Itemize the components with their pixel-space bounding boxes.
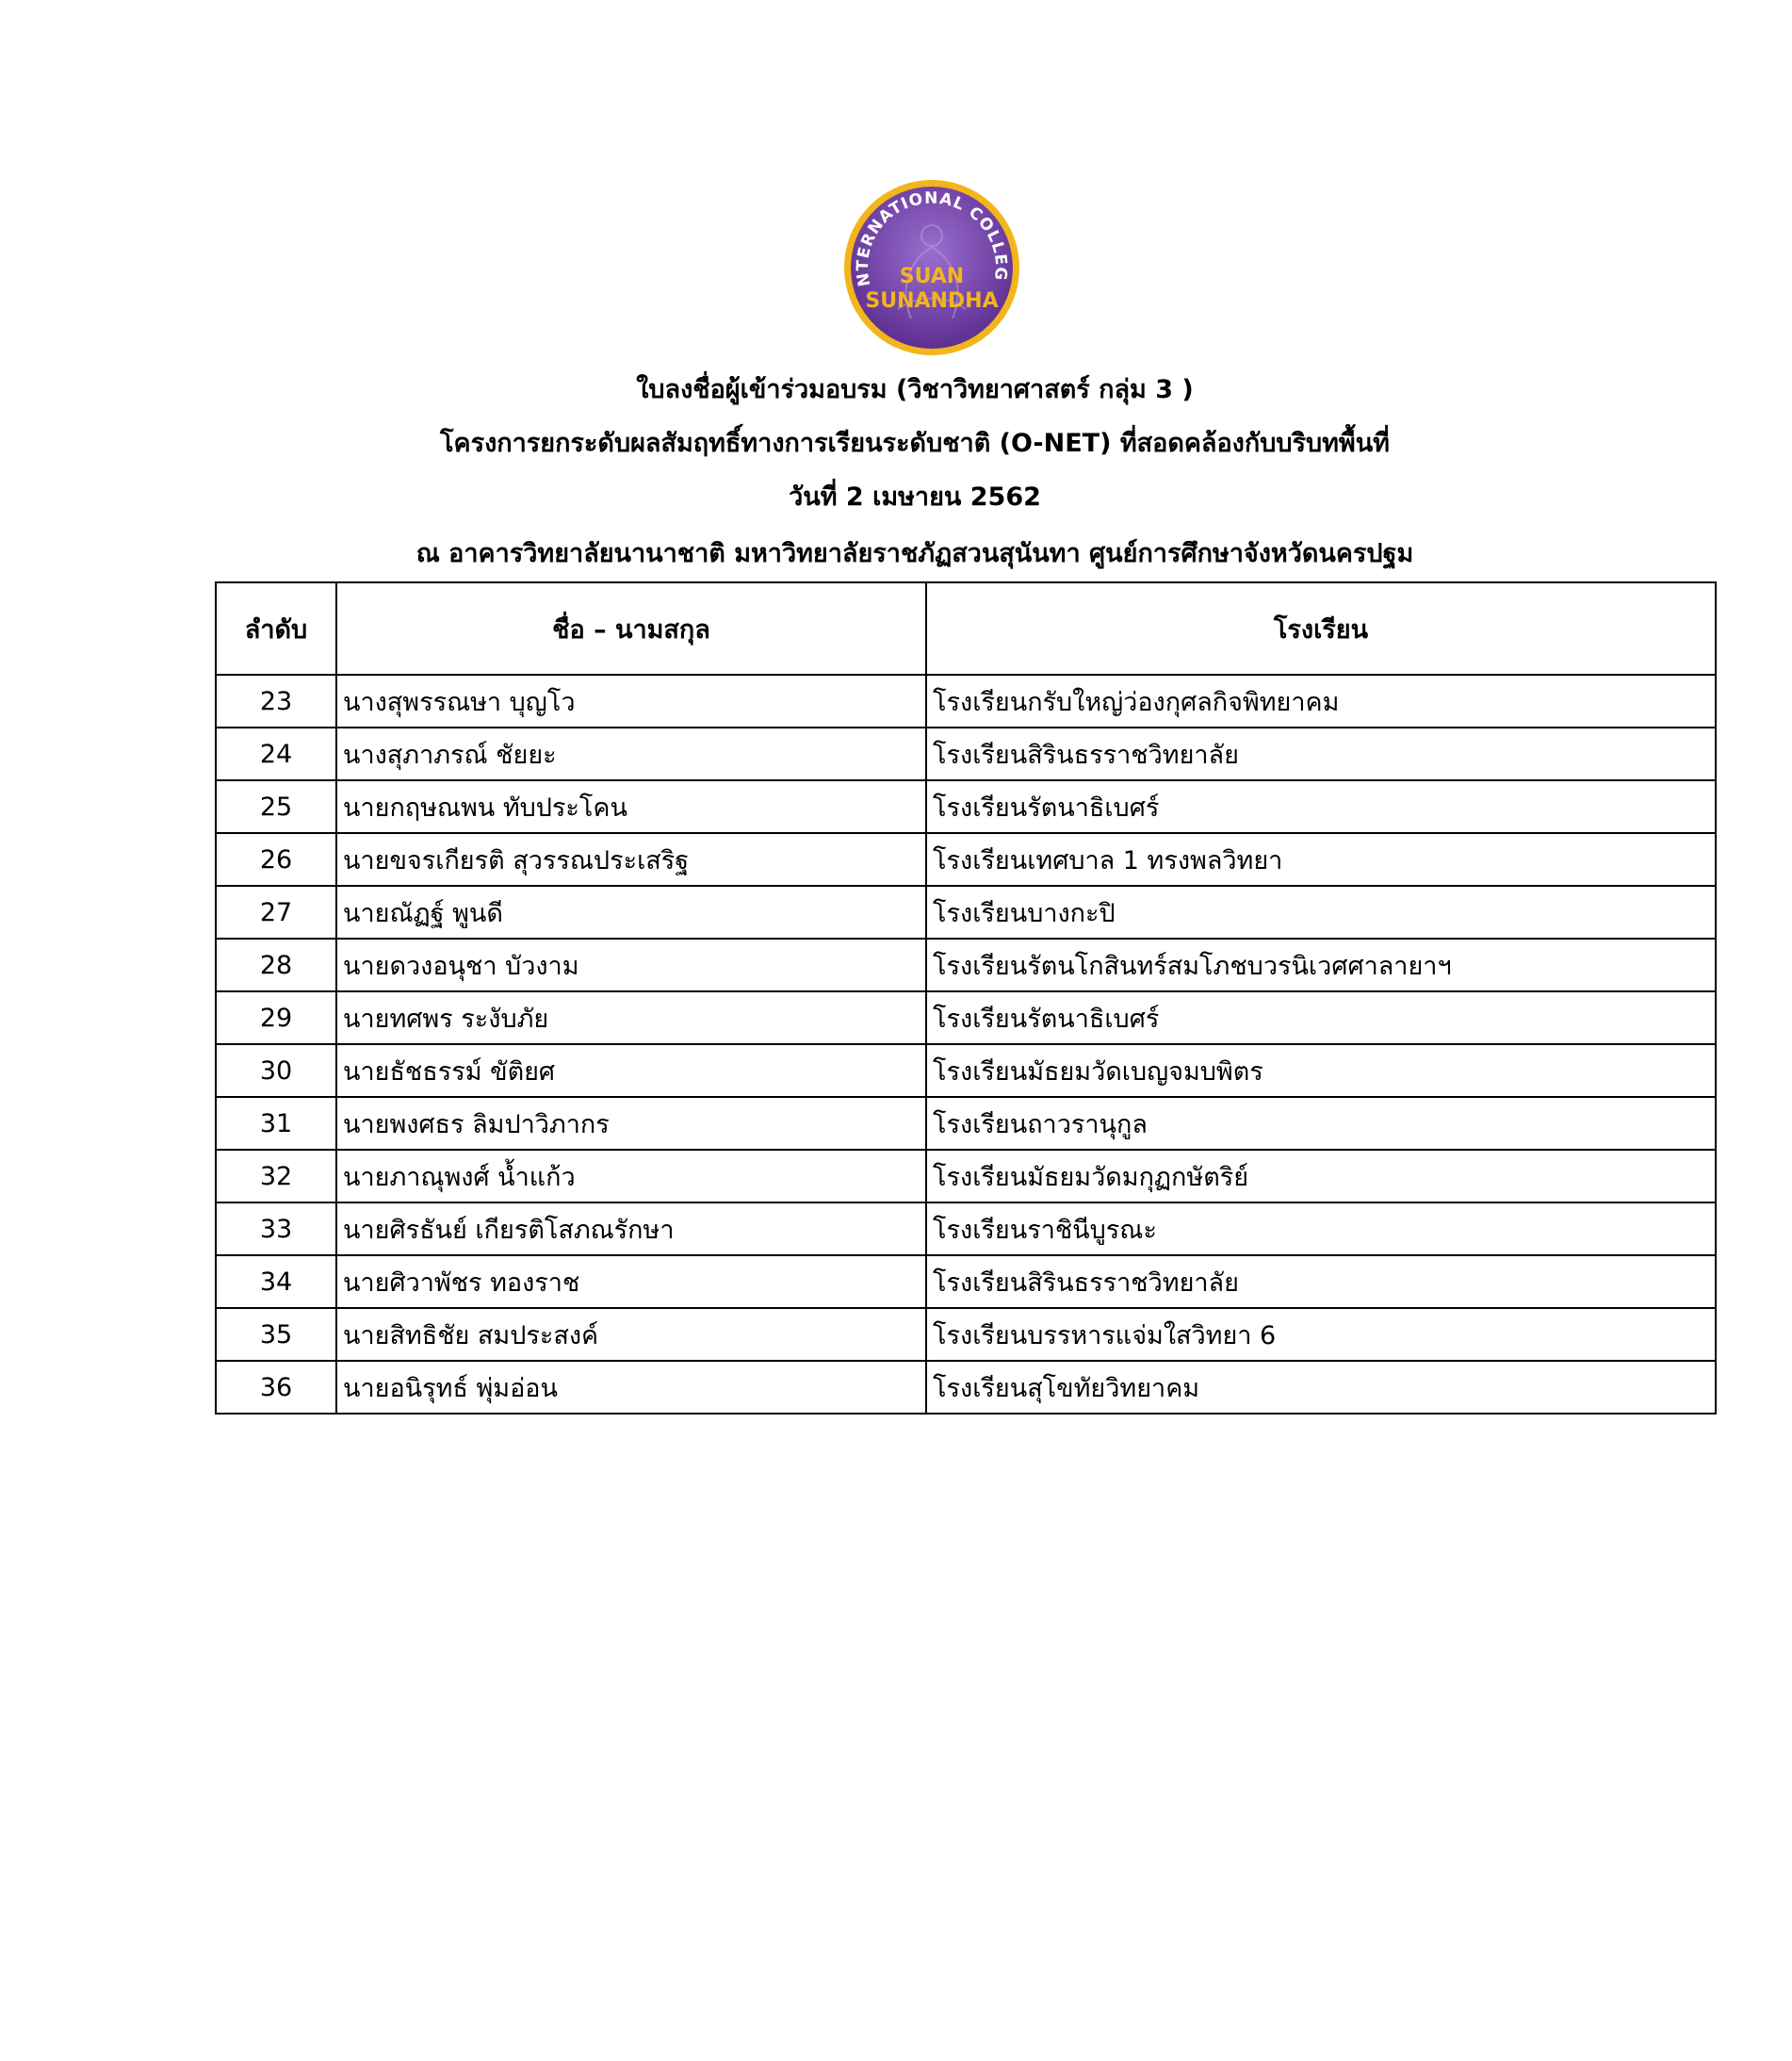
- row-number: 34: [216, 1255, 336, 1308]
- table-row: [216, 833, 1716, 886]
- row-name: นายพงศธร ลิมปาวิภากร: [336, 1097, 926, 1150]
- row-school: โรงเรียนรัตนาธิเบศร์: [926, 991, 1716, 1044]
- table-row: [216, 1097, 1716, 1150]
- table-header-row: [216, 582, 1716, 675]
- row-name: นายกฤษณพน ทับประโคน: [336, 780, 926, 833]
- row-school: โรงเรียนสิรินธรราชวิทยาลัย: [926, 728, 1716, 780]
- logo-text-suan: SUAN: [899, 265, 965, 288]
- row-school: โรงเรียนเทศบาล 1 ทรงพลวิทยา: [926, 833, 1716, 886]
- row-number: 25: [216, 780, 336, 833]
- row-number: 27: [216, 886, 336, 939]
- row-number: 31: [216, 1097, 336, 1150]
- row-name: นายสิทธิชัย สมประสงค์: [336, 1308, 926, 1361]
- row-name: นายศิรธันย์ เกียรติโสภณรักษา: [336, 1202, 926, 1255]
- row-name: นางสุพรรณษา บุญโว: [336, 675, 926, 728]
- row-school: โรงเรียนบรรหารแจ่มใสวิทยา 6: [926, 1308, 1716, 1361]
- table-row: [216, 1044, 1716, 1097]
- table-row: [216, 991, 1716, 1044]
- row-number: 36: [216, 1361, 336, 1414]
- row-school: โรงเรียนถาวรานุกูล: [926, 1097, 1716, 1150]
- row-school: โรงเรียนสิรินธรราชวิทยาลัย: [926, 1255, 1716, 1308]
- row-school: โรงเรียนรัตนโกสินทร์สมโภชบวรนิเวศศาลายาฯ: [926, 939, 1716, 991]
- row-name: นายศิวาพัชร ทองราช: [336, 1255, 926, 1308]
- row-school: โรงเรียนบางกะปิ: [926, 886, 1716, 939]
- table-row: [216, 675, 1716, 728]
- college-logo: [841, 177, 1022, 358]
- table-row: [216, 780, 1716, 833]
- row-school: โรงเรียนสุโขทัยวิทยาคม: [926, 1361, 1716, 1414]
- row-number: 35: [216, 1308, 336, 1361]
- row-name: นายภาณุพงศ์ น้ำแก้ว: [336, 1150, 926, 1202]
- column-header-number: ลำดับ: [216, 582, 336, 675]
- column-header-name: ชื่อ – นามสกุล: [336, 582, 926, 675]
- row-name: นายอนิรุทธ์ พุ่มอ่อน: [336, 1361, 926, 1414]
- row-number: 33: [216, 1202, 336, 1255]
- row-school: โรงเรียนรัตนาธิเบศร์: [926, 780, 1716, 833]
- row-name: นายดวงอนุชา บัวงาม: [336, 939, 926, 991]
- row-school: โรงเรียนมัธยมวัดมกุฏกษัตริย์: [926, 1150, 1716, 1202]
- row-number: 32: [216, 1150, 336, 1202]
- table-row: [216, 939, 1716, 991]
- row-number: 24: [216, 728, 336, 780]
- row-name: นายทศพร ระงับภัย: [336, 991, 926, 1044]
- row-number: 26: [216, 833, 336, 886]
- project-name: โครงการยกระดับผลสัมฤทธิ์ทางการเรียนระดับชาติ (O-NET) ที่สอดคล้องกับบริบทพื้นที่: [440, 429, 1390, 458]
- table-row: [216, 1308, 1716, 1361]
- row-number: 28: [216, 939, 336, 991]
- college-logo-icon: [841, 177, 1022, 358]
- logo-ring-text: NTERNATIONAL COLLEG: [853, 188, 1011, 288]
- row-school: โรงเรียนมัธยมวัดเบญจมบพิตร: [926, 1044, 1716, 1097]
- logo-text-sunandha: SUNANDHA: [865, 289, 999, 313]
- column-header-school: โรงเรียน: [926, 582, 1716, 675]
- table-row: [216, 1150, 1716, 1202]
- row-school: โรงเรียนกรับใหญ่ว่องกุศลกิจพิทยาคม: [926, 675, 1716, 728]
- table-row: [216, 886, 1716, 939]
- row-number: 23: [216, 675, 336, 728]
- event-location: ณ อาคารวิทยาลัยนานาชาติ มหาวิทยาลัยราชภัฏสวนสุนันทา ศูนย์การศึกษาจังหวัดนครปฐม: [415, 539, 1414, 568]
- row-name: นางสุภาภรณ์ ชัยยะ: [336, 728, 926, 780]
- attendance-table: [215, 581, 1717, 1415]
- table-row: [216, 1255, 1716, 1308]
- row-number: 30: [216, 1044, 336, 1097]
- table-row: [216, 1202, 1716, 1255]
- row-number: 29: [216, 991, 336, 1044]
- row-name: นายธัชธรรม์ ขัติยศ: [336, 1044, 926, 1097]
- row-school: โรงเรียนราชินีบูรณะ: [926, 1202, 1716, 1255]
- event-date: วันที่ 2 เมษายน 2562: [789, 483, 1041, 512]
- document-title: ใบลงชื่อผู้เข้าร่วมอบรม (วิชาวิทยาศาสตร์ กลุ่ม 3 ): [636, 375, 1194, 404]
- table-row: [216, 1361, 1716, 1414]
- row-name: นายณัฏฐ์ พูนดี: [336, 886, 926, 939]
- row-name: นายขจรเกียรติ สุวรรณประเสริฐ: [336, 833, 926, 886]
- table-row: [216, 728, 1716, 780]
